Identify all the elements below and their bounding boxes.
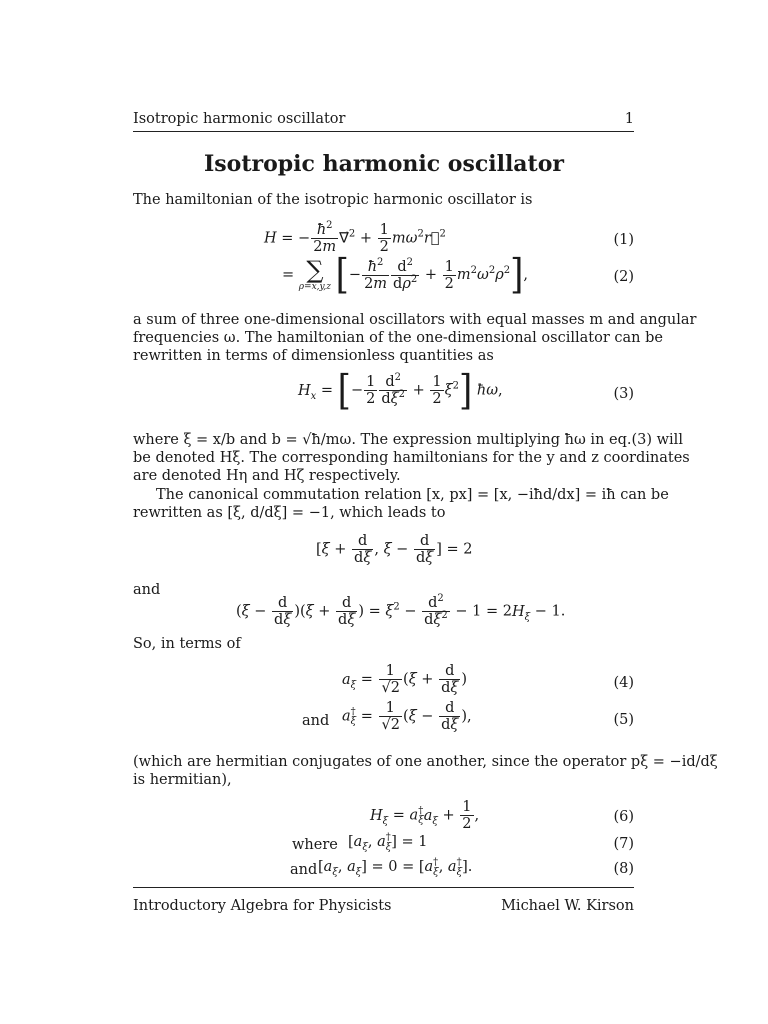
equation-6: $H_\xi = a^\dagger_\xi a_\xi$ + $\frac{1}{2}$ , [370,799,480,832]
equation-2: = ∑ ρ=x,y,z [− $\frac{ħ^2}{2m}$ $\frac{d^2}{d\rho^2}$ + $\frac{1}{2}$ $m^2\omega^2\rho^2$], [282,251,528,299]
header-rule [133,131,634,132]
equation-number-1: (1) [613,232,634,248]
paragraph-3-line-2: be denoted Hξ. The corresponding hamiltonians for the y and z coordinates [133,450,690,466]
footer-rule [133,887,634,888]
paragraph-3-line-3: are denoted Hη and Hζ respectively. [133,468,401,484]
so-label: So, in terms of [133,636,241,652]
footer-right: Michael W. Kirson [501,898,634,914]
document-title: Isotropic harmonic oscillator [204,151,564,177]
paragraph-4-line-1: The canonical commutation relation [x, px] = [x, −iħd/dx] = iħ can be [156,487,669,503]
equation-3: $H_x$ = [− $\frac{1}{2}$ $\frac{d^2}{d\xi^2}$ + $\frac{1}{2}$ $\xi^2$] ħω, [298,366,503,415]
equation-4: $a_\xi$ = $\frac{1}{√2}$ (ξ + $\frac{d}{d\xi}$ ) [342,663,468,696]
equation-number-6: (6) [613,809,634,825]
paragraph-2-line-3: rewritten in terms of dimensionless quantities as [133,348,494,364]
equation-number-2: (2) [613,269,634,285]
equation-product: (ξ − $\frac{d}{d\xi}$ )(ξ + $\frac{d}{d\xi}$ ) = $\xi^2$ − $\frac{d^2}{d\xi^2}$ − $1 = 2H_\xi - 1$. [236,593,566,628]
equation-number-5: (5) [613,712,634,728]
equation-5-prefix: and [302,713,330,729]
paragraph-3-line-1: where ξ = x/b and b = √ħ/mω. The expression multiplying ħω in eq.(3) will [133,432,683,448]
footer-left: Introductory Algebra for Physicists [133,898,392,914]
equation-number-8: (8) [613,861,634,877]
and-label: and [133,582,161,598]
equation-1: H = − $\frac{ħ^2}{2m}$ ∇⃗$^2$ + $\frac{1}{2}$ $m\omega^2r⃗^2$ [264,220,446,255]
paragraph-4-line-2: rewritten as [ξ, d/dξ] = −1, which leads to [133,505,446,521]
equation-7: [$a_\xi$, $a^\dagger_\xi] = 1$ [348,832,428,853]
equation-8: [$a_\xi$, $a_\xi] = 0 = [a^\dagger_\xi$, $a^\dagger_\xi$]. [318,857,473,878]
paragraph-intro: The hamiltonian of the isotropic harmonic oscillator is [133,192,533,208]
equation-commutator: [ξ + $\frac{d}{d\xi}$ , ξ − $\frac{d}{d\xi}$ ] = 2 [316,533,473,566]
equation-7-prefix: where [292,837,338,853]
paragraph-5-line-1: (which are hermitian conjugates of one another, since the operator pξ = −id/dξ [133,754,718,770]
paragraph-5-line-2: is hermitian), [133,772,232,788]
equation-8-prefix: and [290,862,318,878]
equation-number-3: (3) [613,386,634,402]
equation-number-7: (7) [613,836,634,852]
equation-number-4: (4) [613,675,634,691]
running-header-title: Isotropic harmonic oscillator [133,111,346,127]
page-number: 1 [624,111,634,127]
equation-5: $a^\dagger_\xi$ = $\frac{1}{√2}$ (ξ − $\frac{d}{d\xi}$ ), [342,700,472,733]
paragraph-2-line-1: a sum of three one-dimensional oscillators with equal masses m and angular [133,312,697,328]
paragraph-2-line-2: frequencies ω. The hamiltonian of the one-dimensional oscillator can be [133,330,663,346]
